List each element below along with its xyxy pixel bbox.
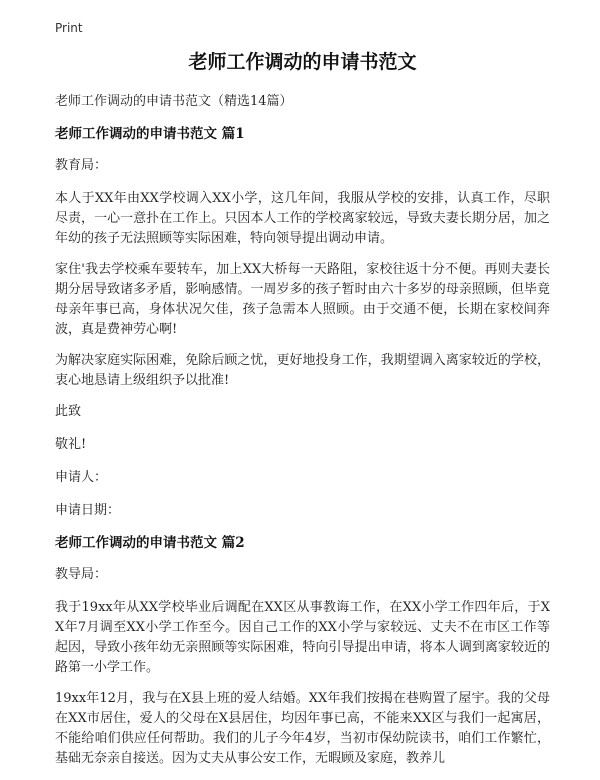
section-heading-2: 老师工作调动的申请书范文 篇2 bbox=[55, 535, 245, 551]
paragraph: 为解决家庭实际困难，免除后顾之忧，更好地投身工作，我期望调入离家较近的学校，衷心地恳请上级组织予以批准! bbox=[55, 353, 550, 388]
salutation-2: 教导局： bbox=[55, 567, 108, 582]
regards-text: 敬礼! bbox=[55, 437, 87, 452]
document-body bbox=[55, 50, 550, 780]
applicant-label: 申请人： bbox=[55, 470, 108, 485]
document-subtitle: 老师工作调动的申请书范文（精选14篇） bbox=[55, 94, 293, 109]
paragraph: 本人于XX年由XX学校调入XX小学，这几年间，我服从学校的安排，认真工作，尽职尽责，一心一意扑在工作上。只因本人工作的学校离家较远，导致夫妻长期分居，加之年幼的孩子无法照顾等实际困难，特向领导提出调动申请。 bbox=[55, 191, 550, 246]
print-link[interactable]: Print bbox=[55, 21, 83, 35]
date-label: 申请日期： bbox=[55, 503, 121, 518]
page-title: 老师工作调动的申请书范文 bbox=[188, 51, 417, 73]
closing-text: 此致 bbox=[55, 404, 82, 419]
paragraph: 我于19xx年从XX学校毕业后调配在XX区从事教诲工作，在XX小学工作四年后，于XX年7月调至XX小学工作至今。因自己工作的XX小学与家较远、丈夫不在市区工作等起因，导致小孩年幼无亲照顾等实际困难，特向引导提出申请，将本人调到离家较近的路第一小学工作。 bbox=[55, 600, 550, 675]
section-heading-1: 老师工作调动的申请书范文 篇1 bbox=[55, 126, 245, 142]
paragraph: 家住'我去学校乘车要转车，加上XX大桥每一天路阻，家校往返十分不便。再则夫妻长期分居导致诸多矛盾，影响感情。一周岁多的孩子暂时由六十多岁的母亲照顾，但毕竟母亲年事已高，身体状况欠佳，孩子急需本人照顾。由于交通不便，长期在家校间奔波，真是费神劳心啊! bbox=[55, 262, 550, 337]
paragraph: 19xx年12月，我与在X县上班的爱人结婚。XX年我们按揭在巷购置了屋宇。我的父母在XX市居住，爱人的父母在X县居住，均因年事已高，不能来XX区与我们一起寓居，不能给咱们供应任何帮助。我们的儿子今年4岁，当初市保幼院读书，咱们工作繁忙，基础无奈亲自接送。因为丈夫从事公安工作，无暇顾及家庭，教养儿 bbox=[55, 691, 550, 766]
salutation-1: 教育局： bbox=[55, 158, 108, 173]
